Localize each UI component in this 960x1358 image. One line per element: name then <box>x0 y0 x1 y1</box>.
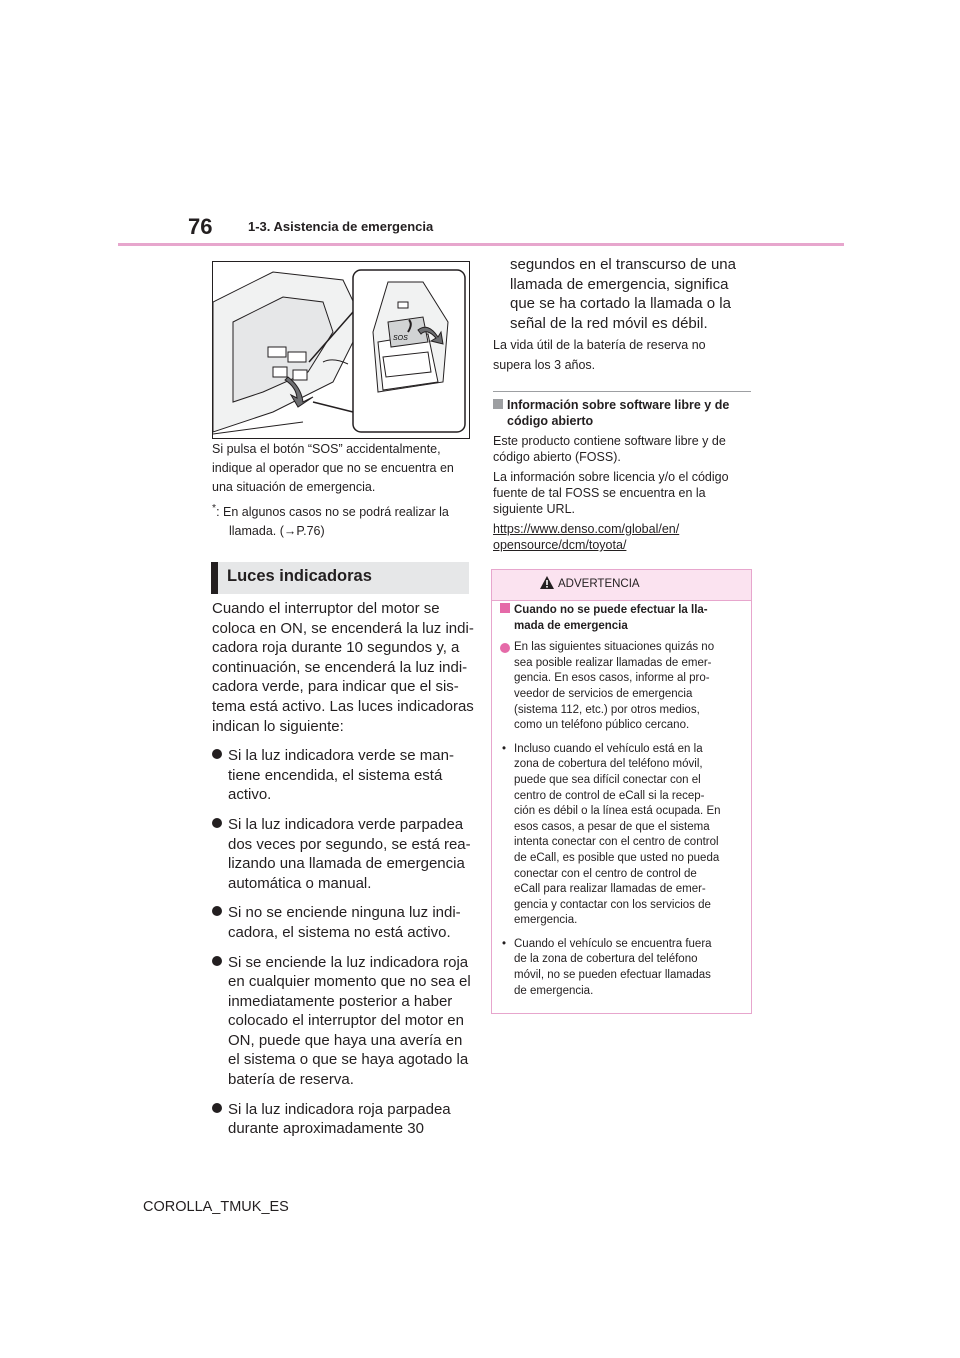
warning-line: como un teléfono público cercano. <box>514 719 690 732</box>
page-number: 76 <box>188 214 213 239</box>
list-line: colocado el interruptor del motor en <box>228 1012 464 1030</box>
warning-line: conectar con el centro de control de <box>514 867 697 880</box>
section-heading-text: Luces indicadoras <box>227 567 372 585</box>
list-line: Si la luz indicadora verde se man- <box>228 747 454 765</box>
list-line: automática o manual. <box>228 874 372 892</box>
body-line: llamada de emergencia, significa <box>510 275 729 293</box>
section-title: 1-3. Asistencia de emergencia <box>248 219 434 234</box>
caption-line: Si pulsa el botón “SOS” accidentalmente, <box>212 442 441 456</box>
body-line: tema está activo. Las luces indicadoras <box>212 697 474 715</box>
body-line: cadora verde, para indicar que el sis- <box>212 678 459 696</box>
section-body <box>212 599 474 1139</box>
warning-box <box>491 569 752 1014</box>
list-line: Si la luz indicadora verde parpadea <box>228 815 464 833</box>
warning-line: veedor de servicios de emergencia <box>514 687 693 700</box>
warning-line: de emergencia. <box>514 984 594 997</box>
list-line: activo. <box>228 786 272 804</box>
bullet-icon <box>212 818 222 828</box>
warning-line: Cuando el vehículo se encuentra fuera <box>514 937 712 950</box>
continued-bullet-text <box>510 255 750 333</box>
warning-line: intenta conectar con el centro de control <box>514 836 719 849</box>
list-item <box>212 903 474 942</box>
body-line: continuación, se encenderá la luz indi- <box>212 658 468 676</box>
bullet-icon <box>212 749 222 759</box>
warning-main-item <box>500 640 740 734</box>
list-item <box>212 815 474 893</box>
list-item <box>212 746 474 805</box>
list-line: cadora, el sistema no está activo. <box>228 923 451 941</box>
caption-line: indique al operador que no se encuentra en <box>212 461 454 475</box>
warning-line: centro de control de eCall si la recep- <box>514 789 705 802</box>
bullet-icon <box>212 906 222 916</box>
footnote-text: llamada. (→P.76) <box>229 524 325 539</box>
foss-line: La información sobre licencia y/o el código <box>493 470 729 484</box>
warning-triangle-icon <box>540 576 554 589</box>
list-line: tiene encendida, el sistema está <box>228 766 443 784</box>
warning-line: de eCall, es posible que usted no pueda <box>514 851 720 864</box>
warning-line: zona de cobertura del teléfono móvil, <box>514 758 703 771</box>
warning-line: gencia y contactar con los servicios de <box>514 898 711 911</box>
body-line: cadora roja durante 10 segundos y, a <box>212 639 460 657</box>
warning-heading: Cuando no se puede efectuar la lla- <box>514 604 708 616</box>
foss-line: Este producto contiene software libre y de <box>493 434 726 448</box>
list-line: inmediatamente posterior a haber <box>228 992 453 1010</box>
foss-line: siguiente URL. <box>493 502 575 516</box>
list-line: Si no se enciende ninguna luz indi- <box>228 904 461 922</box>
bullet-icon <box>212 1103 222 1113</box>
warning-line: Incluso cuando el vehículo está en la <box>514 742 703 755</box>
list-line: dos veces por segundo, se está rea- <box>228 835 471 853</box>
list-line: durante aproximadamente 30 <box>228 1120 424 1138</box>
overhead-console-drawing <box>213 262 469 438</box>
foss-url-link[interactable]: https://www.denso.com/global/en/ <box>493 522 680 536</box>
bullet-icon <box>212 956 222 966</box>
warning-line: puede que sea difícil conectar con el <box>514 773 701 786</box>
foss-info <box>493 397 751 553</box>
list-item <box>212 953 474 1090</box>
header-divider <box>118 243 844 246</box>
section-heading <box>211 562 469 594</box>
warning-line: (sistema 112, etc.) por otros medios, <box>514 703 700 716</box>
warning-line: eCall para realizar llamadas de emer- <box>514 883 706 896</box>
sos-label: SOS <box>393 335 408 342</box>
list-line: Si se enciende la luz indicadora roja <box>228 953 469 971</box>
list-line: en cualquier momento que no sea el <box>228 973 471 991</box>
warning-content <box>500 603 740 999</box>
warning-title: ADVERTENCIA <box>558 578 640 590</box>
list-line: el sistema o que se haya agotado la <box>228 1051 469 1069</box>
note-line: La vida útil de la batería de reserva no <box>493 338 706 352</box>
note-line: supera los 3 años. <box>493 358 596 372</box>
bullet-icon <box>500 643 510 653</box>
warning-header <box>492 570 751 601</box>
footnote <box>212 499 472 541</box>
square-bullet-icon <box>500 603 510 613</box>
list-item <box>212 1100 474 1139</box>
foss-heading: Información sobre software libre y de <box>507 398 730 412</box>
body-line: que se ha cortado la llamada o la <box>510 295 731 312</box>
square-bullet-icon <box>493 399 503 409</box>
body-line: Cuando el interruptor del motor se <box>212 600 440 617</box>
list-line: Si la luz indicadora roja parpadea <box>228 1100 451 1118</box>
body-line: señal de la red móvil es débil. <box>510 314 708 332</box>
warning-line: de la zona de cobertura del teléfono <box>514 953 698 966</box>
warning-sub-item <box>500 937 740 999</box>
small-bullet-icon: • <box>502 742 507 755</box>
section-heading-bar <box>211 562 218 594</box>
warning-sub-item <box>500 742 740 929</box>
list-line: ON, puede que haya una avería en <box>228 1031 463 1049</box>
list-line: lizando una llamada de emergencia <box>228 855 465 873</box>
list-line: batería de reserva. <box>228 1071 354 1089</box>
warning-heading: mada de emergencia <box>514 619 628 632</box>
footer-code: COROLLA_TMUK_ES <box>143 1199 289 1215</box>
divider <box>493 391 751 392</box>
caption-line: una situación de emergencia. <box>212 480 376 494</box>
warning-line: ción es débil o la línea está ocupada. En <box>514 805 721 818</box>
battery-note <box>493 335 751 375</box>
foss-line: código abierto (FOSS). <box>493 450 621 464</box>
body-line: coloca en ON, se encenderá la luz indi- <box>212 619 474 637</box>
foss-heading: código abierto <box>507 414 594 428</box>
warning-line: emergencia. <box>514 914 578 927</box>
warning-line: sea posible realizar llamadas de emer- <box>514 656 712 669</box>
sos-button-illustration <box>212 261 470 439</box>
foss-url-link[interactable]: opensource/dcm/toyota/ <box>493 538 627 552</box>
body-line: segundos en el transcurso de una <box>510 256 736 273</box>
foss-line: fuente de tal FOSS se encuentra en la <box>493 486 706 500</box>
warning-line: móvil, no se pueden efectuar llamadas <box>514 969 711 982</box>
footnote-mark: * <box>212 503 217 514</box>
warning-line: gencia. En esos casos, informe al pro- <box>514 672 710 685</box>
warning-line: esos casos, a pesar de que el sistema <box>514 820 710 833</box>
footnote-text: : En algunos casos no se podrá realizar la <box>216 505 449 520</box>
warning-line: En las siguientes situaciones quizás no <box>514 641 715 654</box>
body-line: indican lo siguiente: <box>212 717 344 735</box>
caption <box>212 440 472 497</box>
small-bullet-icon: • <box>502 937 507 950</box>
